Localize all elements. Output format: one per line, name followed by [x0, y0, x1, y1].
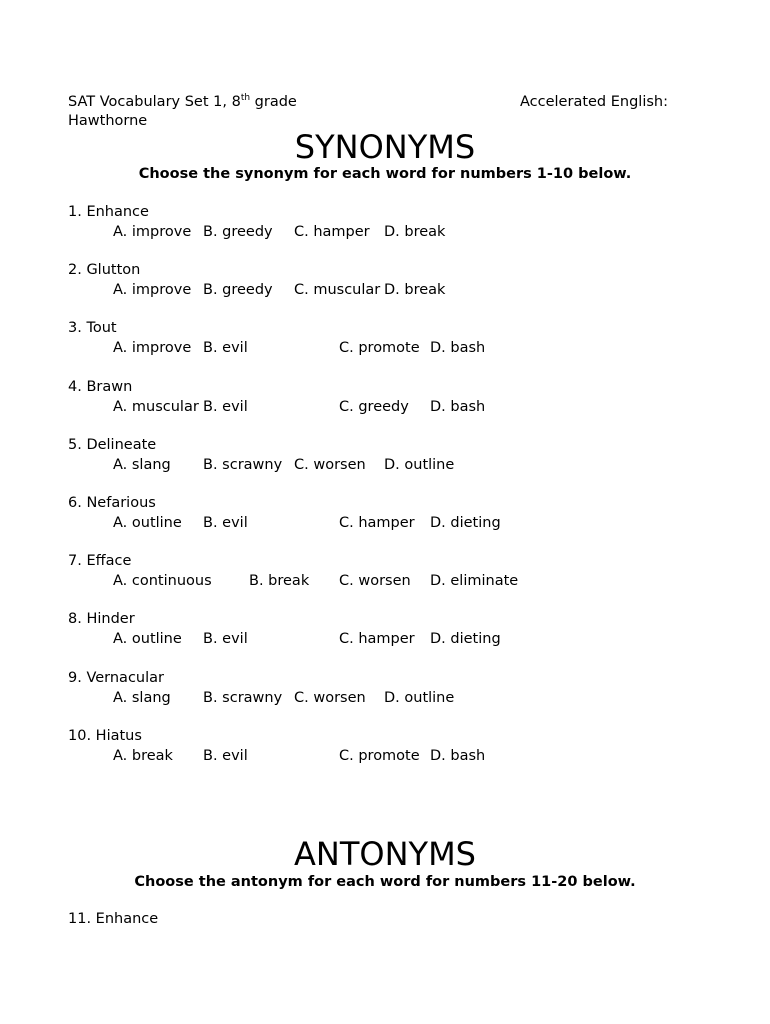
answer-choice: D. break	[384, 224, 446, 240]
answer-choice: C. hamper	[294, 224, 370, 240]
synonym-question-word: 7. Efface	[68, 553, 132, 570]
synonyms-instruction: Choose the synonym for each word for numbers 1-10 below.	[138, 166, 632, 182]
answer-choice: D. dieting	[430, 515, 501, 531]
synonym-question-word: 2. Glutton	[68, 262, 141, 279]
answer-choice: C. muscular	[294, 282, 381, 299]
synonym-question-word: 1. Enhance	[68, 204, 149, 220]
synonym-question-word: 3. Tout	[68, 320, 117, 337]
antonym-question-word: 11. Enhance	[68, 911, 159, 927]
synonym-question-word: 9. Vernacular	[68, 669, 164, 686]
synonym-question-word: 5. Delineate	[68, 436, 157, 453]
header-title-text: SAT Vocabulary Set 1, 8	[68, 94, 241, 110]
answer-choice: A. outline	[113, 515, 182, 531]
answer-choice: B. scrawny	[203, 456, 283, 473]
synonym-question-word: 10. Hiatus	[68, 727, 142, 744]
answer-choice: A. slang	[113, 689, 171, 706]
answer-choice: C. greedy	[339, 398, 409, 415]
answer-choice: A. improve	[113, 340, 192, 357]
answer-choice: D. dieting	[430, 631, 501, 648]
header-grade-text: grade	[250, 94, 297, 110]
answer-choice: C. worsen	[294, 456, 366, 473]
header-class-name: Accelerated English:	[520, 94, 668, 110]
answer-choice: D. bash	[430, 340, 486, 357]
answer-choice: C. hamper	[339, 631, 415, 648]
answer-choice: A. continuous	[113, 573, 212, 590]
answer-choice: D. bash	[430, 747, 486, 764]
synonym-question-word: 6. Nefarious	[68, 495, 156, 511]
answer-choice: A. muscular	[113, 398, 199, 415]
answer-choice: A. outline	[113, 631, 182, 648]
answer-choice: B. evil	[203, 340, 248, 357]
synonym-question-word: 8. Hinder	[68, 611, 135, 628]
answer-choice: B. greedy	[203, 282, 273, 299]
answer-choice: B. evil	[203, 631, 248, 648]
answer-choice: C. promote	[339, 747, 420, 764]
answer-choice: D. outline	[384, 689, 455, 706]
answer-choice: D. bash	[430, 398, 486, 415]
header-ordinal-suffix: th	[240, 93, 251, 103]
answer-choice: D. outline	[384, 456, 455, 473]
answer-choice: B. break	[249, 573, 310, 590]
answer-choice: A. slang	[113, 456, 171, 473]
header-course-line	[68, 93, 297, 111]
answer-choice: A. improve	[113, 282, 192, 299]
answer-choice: B. greedy	[203, 224, 273, 240]
answer-choice: C. worsen	[339, 573, 411, 590]
answer-choice: C. worsen	[294, 689, 366, 706]
answer-choice: B. evil	[203, 515, 248, 531]
header-teacher-name: Hawthorne	[68, 113, 148, 129]
answer-choice: C. promote	[339, 340, 420, 357]
synonyms-title: SYNONYMS	[294, 128, 476, 166]
answer-choice: C. hamper	[339, 515, 415, 531]
antonyms-title: ANTONYMS	[294, 835, 476, 873]
antonyms-instruction: Choose the antonym for each word for numbers 11-20 below.	[134, 874, 636, 890]
answer-choice: D. eliminate	[430, 573, 519, 590]
answer-choice: A. break	[113, 747, 173, 764]
answer-choice: D. break	[384, 282, 446, 299]
answer-choice: B. evil	[203, 747, 248, 764]
answer-choice: B. evil	[203, 398, 248, 415]
synonym-question-word: 4. Brawn	[68, 378, 133, 395]
answer-choice: A. improve	[113, 224, 192, 240]
answer-choice: B. scrawny	[203, 689, 283, 706]
